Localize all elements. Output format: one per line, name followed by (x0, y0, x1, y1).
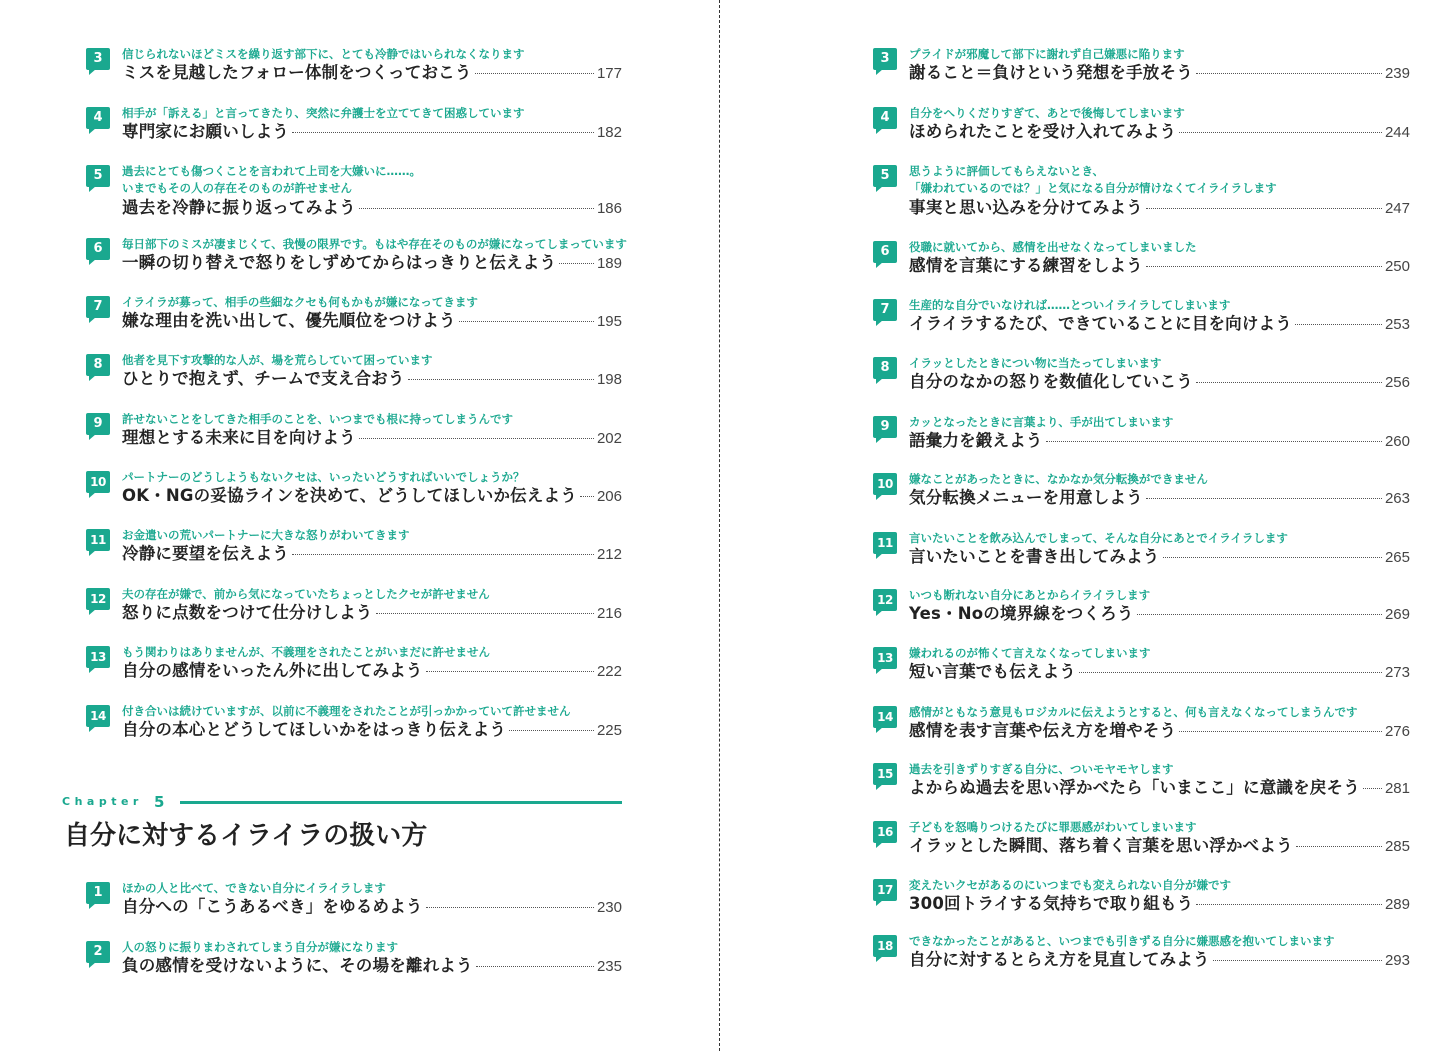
entry-question: 感情がともなう意見もロジカルに伝えようとすると、何も言えなくなってしまうんです (909, 705, 1358, 719)
entry-title: ほめられたことを受け入れてみよう (909, 122, 1177, 141)
item-number-badge: 17 (873, 879, 897, 901)
toc-entry[interactable] (873, 935, 1410, 983)
page-number: 182 (596, 124, 622, 141)
entry-title: OK・NGの妥協ラインを決めて、どうしてほしいか伝えよう (122, 486, 577, 505)
entry-question: 役職に就いてから、感情を出せなくなってしまいました (909, 240, 1197, 254)
dot-leader (580, 495, 594, 497)
entry-question: 嫌なことがあったときに、なかなか気分転換ができません (909, 472, 1208, 486)
toc-entry[interactable] (86, 588, 622, 636)
dot-leader (1163, 556, 1382, 558)
entry-question: 他者を見下す攻撃的な人が、場を荒らしていて困っています (122, 353, 433, 367)
item-number-badge: 3 (86, 48, 110, 70)
item-number-badge: 11 (86, 529, 110, 551)
toc-entry[interactable] (873, 299, 1410, 347)
entry-question: 信じられないほどミスを繰り返す部下に、とても冷静ではいられなくなります (122, 47, 525, 61)
entry-title: 嫌な理由を洗い出して、優先順位をつけよう (122, 311, 456, 330)
entry-question: 「嫌われているのでは？」と気になる自分が情けなくてイライラします (909, 181, 1277, 195)
page-number: 225 (596, 722, 622, 739)
entry-title: 語彙力を鍛えよう (909, 431, 1043, 450)
dot-leader (1046, 440, 1382, 442)
page-number: 195 (596, 313, 622, 330)
entry-title: 言いたいことを書き出してみよう (909, 547, 1160, 566)
page-number: 253 (1384, 316, 1410, 333)
entry-title-line (909, 121, 1410, 144)
entry-title: ミスを見越したフォロー体制をつくっておこう (122, 63, 472, 82)
entry-title-line (909, 62, 1410, 85)
dot-leader (1146, 207, 1382, 209)
chapter-label: Chapter (62, 795, 143, 808)
entry-question: 許せないことをしてきた相手のことを、いつまでも根に持ってしまうんです (122, 412, 513, 426)
entry-title: 怒りに点数をつけて仕分けしよう (122, 603, 373, 622)
item-number-badge: 12 (86, 588, 110, 610)
chapter-rule (180, 801, 622, 804)
dot-leader (359, 437, 594, 439)
dot-leader (1196, 381, 1382, 383)
dot-leader (1137, 613, 1382, 615)
entry-title: 一瞬の切り替えで怒りをしずめてからはっきりと伝えよう (122, 253, 557, 272)
toc-entry[interactable] (86, 296, 622, 344)
item-number-badge: 4 (873, 107, 897, 129)
toc-entry[interactable] (873, 706, 1410, 754)
page-number: 177 (596, 65, 622, 82)
entry-title: 300回トライする気持ちで取り組もう (909, 894, 1194, 913)
item-number-badge: 7 (86, 296, 110, 318)
dot-leader (1196, 72, 1382, 74)
entry-title: イライラするたび、できていることに目を向けよう (909, 314, 1292, 333)
entry-question: 毎日部下のミスが凄まじくて、我慢の限界です。もはや存在そのものが嫌になってしまっています (122, 237, 627, 251)
item-number-badge: 9 (873, 416, 897, 438)
item-number-badge: 2 (86, 941, 110, 963)
entry-title-line (122, 427, 622, 450)
page-number: 244 (1384, 124, 1410, 141)
toc-entry[interactable] (86, 882, 622, 930)
page-number: 216 (596, 605, 622, 622)
item-number-badge: 6 (873, 241, 897, 263)
item-number-badge: 11 (873, 532, 897, 554)
toc-entry[interactable] (873, 416, 1410, 464)
entry-title-line (909, 835, 1410, 858)
page-number: 206 (596, 488, 622, 505)
entry-question: 夫の存在が嫌で、前から気になっていたちょっとしたクセが許せません (122, 587, 490, 601)
entry-question: 言いたいことを飲み込んでしまって、そんな自分にあとでイライラします (909, 531, 1288, 545)
entry-title-line (122, 485, 622, 508)
entry-title: 自分への「こうあるべき」をゆるめよう (122, 897, 423, 916)
entry-question: 相手が「訴える」と言ってきたり、突然に弁護士を立ててきて困惑しています (122, 106, 525, 120)
dot-leader (559, 262, 594, 264)
dot-leader (475, 72, 594, 74)
dot-leader (426, 670, 594, 672)
entry-question: ほかの人と比べて、できない自分にイライラします (122, 881, 386, 895)
entry-title-line (122, 310, 622, 333)
entry-title: 短い言葉でも伝えよう (909, 662, 1076, 681)
item-number-badge: 10 (873, 473, 897, 495)
toc-entry[interactable] (86, 413, 622, 461)
page-number: 256 (1384, 374, 1410, 391)
item-number-badge: 8 (86, 354, 110, 376)
entry-title-line (909, 603, 1410, 626)
item-number-badge: 14 (86, 705, 110, 727)
entry-question: できなかったことがあると、いつまでも引きずる自分に嫌悪感を抱いてしまいます (909, 934, 1335, 948)
dot-leader (476, 965, 594, 967)
page-number: 247 (1384, 200, 1410, 217)
entry-title: 専門家にお願いしよう (122, 122, 289, 141)
page-number: 250 (1384, 258, 1410, 275)
page-number: 285 (1384, 838, 1410, 855)
entry-title-line (909, 487, 1410, 510)
entry-title: Yes・Noの境界線をつくろう (909, 604, 1134, 623)
entry-title-line (909, 949, 1410, 972)
item-number-badge: 7 (873, 299, 897, 321)
entry-title: 冷静に要望を伝えよう (122, 544, 289, 563)
entry-title-line (122, 896, 622, 919)
item-number-badge: 15 (873, 763, 897, 785)
toc-entry[interactable] (86, 646, 622, 694)
page-number: 265 (1384, 549, 1410, 566)
page-number: 198 (596, 371, 622, 388)
entry-question: 自分をへりくだりすぎて、あとで後悔してしまいます (909, 106, 1185, 120)
entry-title-line (909, 661, 1410, 684)
right-page (721, 0, 1440, 1051)
entry-title-line (122, 197, 622, 220)
entry-title-line (909, 893, 1410, 916)
entry-title: よからぬ過去を思い浮かべたら「いまここ」に意識を戻そう (909, 778, 1360, 797)
entry-title: 気分転換メニューを用意しよう (909, 488, 1143, 507)
chapter-heading-bar (62, 792, 622, 812)
toc-entry[interactable] (873, 107, 1410, 155)
dot-leader (376, 612, 594, 614)
item-number-badge: 9 (86, 413, 110, 435)
toc-entry[interactable] (86, 529, 622, 577)
entry-question: パートナーのどうしようもないクセは、いったいどうすればいいでしょうか？ (122, 470, 525, 484)
dot-leader (1179, 131, 1382, 133)
entry-title: 過去を冷静に振り返ってみよう (122, 198, 356, 217)
toc-entry[interactable] (86, 941, 622, 989)
page-number: 239 (1384, 65, 1410, 82)
toc-entry[interactable] (86, 471, 622, 519)
page-number: 269 (1384, 606, 1410, 623)
dot-leader (1179, 730, 1382, 732)
entry-title-line (909, 371, 1410, 394)
entry-title-line (122, 602, 622, 625)
entry-title-line (122, 660, 622, 683)
entry-question: 子どもを怒鳴りつけるたびに罪悪感がわいてしまいます (909, 820, 1197, 834)
item-number-badge: 12 (873, 589, 897, 611)
entry-title-line (909, 255, 1410, 278)
entry-question: プライドが邪魔して部下に謝れず自己嫌悪に陥ります (909, 47, 1185, 61)
dot-leader (1296, 845, 1382, 847)
item-number-badge: 13 (86, 646, 110, 668)
chapter-title: 自分に対するイライラの扱い方 (64, 821, 428, 851)
entry-title: 理想とする未来に目を向けよう (122, 428, 356, 447)
item-number-badge: 13 (873, 647, 897, 669)
dot-leader (459, 320, 594, 322)
item-number-badge: 4 (86, 107, 110, 129)
dot-leader (1363, 787, 1382, 789)
item-number-badge: 6 (86, 238, 110, 260)
toc-entry[interactable] (873, 164, 1410, 217)
dot-leader (1146, 497, 1382, 499)
entry-title: 自分の本心とどうしてほしいかをはっきり伝えよう (122, 720, 507, 739)
dot-leader (1196, 903, 1382, 905)
dot-leader (359, 207, 594, 209)
entry-title-line (909, 546, 1410, 569)
item-number-badge: 5 (86, 165, 110, 187)
toc-entry[interactable] (873, 357, 1410, 405)
entry-title: 謝ること＝負けという発想を手放そう (909, 63, 1193, 82)
item-number-badge: 16 (873, 821, 897, 843)
item-number-badge: 5 (873, 165, 897, 187)
entry-question: 変えたいクセがあるのにいつまでも変えられない自分が嫌です (909, 878, 1231, 892)
page-number: 260 (1384, 433, 1410, 450)
entry-title-line (909, 197, 1410, 220)
page-number: 222 (596, 663, 622, 680)
entry-title: イラッとした瞬間、落ち着く言葉を思い浮かべよう (909, 836, 1293, 855)
entry-question: 付き合いは続けていますが、以前に不義理をされたことが引っかかっていて許せません (122, 704, 571, 718)
dot-leader (292, 131, 594, 133)
toc-entry[interactable] (86, 705, 622, 753)
page-number: 289 (1384, 896, 1410, 913)
entry-question: イライラが募って、相手の些細なクセも何もかもが嫌になってきます (122, 295, 478, 309)
toc-entry[interactable] (873, 589, 1410, 637)
left-page (0, 0, 719, 1051)
entry-question: いつも断れない自分にあとからイライラします (909, 588, 1151, 602)
dot-leader (1213, 959, 1382, 961)
item-number-badge: 8 (873, 357, 897, 379)
page-number: 273 (1384, 664, 1410, 681)
toc-entry[interactable] (86, 48, 622, 96)
item-number-badge: 14 (873, 706, 897, 728)
item-number-badge: 18 (873, 935, 897, 957)
page-gutter-divider (719, 0, 720, 1051)
toc-entry[interactable] (86, 237, 627, 286)
page-number: 189 (596, 255, 622, 272)
dot-leader (408, 378, 594, 380)
toc-entry[interactable] (86, 107, 622, 155)
entry-question: 嫌われるのが怖くて言えなくなってしまいます (909, 646, 1151, 660)
page-number: 293 (1384, 952, 1410, 969)
item-number-badge: 1 (86, 882, 110, 904)
entry-title: 自分に対するとらえ方を見直してみよう (909, 950, 1210, 969)
dot-leader (1295, 323, 1382, 325)
entry-title-line (122, 252, 622, 275)
entry-title-line (909, 720, 1410, 743)
item-number-badge: 10 (86, 471, 110, 493)
entry-title-line (122, 719, 622, 742)
entry-title: 自分の感情をいったん外に出してみよう (122, 661, 423, 680)
entry-title-line (122, 368, 622, 391)
dot-leader (509, 729, 594, 731)
page-number: 186 (596, 200, 622, 217)
entry-title-line (122, 121, 622, 144)
entry-title: 感情を言葉にする練習をしよう (909, 256, 1143, 275)
entry-question: 人の怒りに振りまわされてしまう自分が嫌になります (122, 940, 398, 954)
entry-question: いまでもその人の存在そのものが許せません (122, 181, 352, 195)
toc-entry[interactable] (873, 821, 1410, 869)
toc-entry[interactable] (873, 48, 1410, 96)
page-number: 281 (1384, 780, 1410, 797)
entry-title: 感情を表す言葉や伝え方を増やそう (909, 721, 1177, 740)
page-number: 235 (596, 958, 622, 975)
toc-entry[interactable] (873, 763, 1410, 811)
entry-title: 負の感情を受けないように、その場を離れよう (122, 956, 473, 975)
dot-leader (1079, 671, 1382, 673)
entry-question: お金遣いの荒いパートナーに大きな怒りがわいてきます (122, 528, 410, 542)
page-number: 212 (596, 546, 622, 563)
item-number-badge: 3 (873, 48, 897, 70)
entry-title-line (909, 313, 1410, 336)
entry-title: 事実と思い込みを分けてみよう (909, 198, 1143, 217)
entry-question: 思うように評価してもらえないとき、 (909, 164, 1105, 178)
entry-title: ひとりで抱えず、チームで支え合おう (122, 369, 405, 388)
entry-question: 過去にとても傷つくことを言われて上司を大嫌いに……。 (122, 164, 421, 178)
toc-entry[interactable] (873, 879, 1410, 927)
entry-title-line (909, 777, 1410, 800)
entry-question: カッとなったときに言葉より、手が出てしまいます (909, 415, 1174, 429)
toc-entry[interactable] (873, 647, 1410, 695)
entry-title-line (122, 543, 622, 566)
toc-entry[interactable] (873, 532, 1410, 580)
dot-leader (292, 553, 594, 555)
entry-question: 過去を引きずりすぎる自分に、ついモヤモヤします (909, 762, 1174, 776)
page-number: 263 (1384, 490, 1410, 507)
entry-question: もう関わりはありませんが、不義理をされたことがいまだに許せません (122, 645, 490, 659)
entry-title: 自分のなかの怒りを数値化していこう (909, 372, 1193, 391)
entry-title-line (122, 955, 622, 978)
page-number: 230 (596, 899, 622, 916)
entry-question: イラッとしたときについ物に当たってしまいます (909, 356, 1162, 370)
entry-question: 生産的な自分でいなければ……とついイライラしてしまいます (909, 298, 1231, 312)
page-number: 202 (596, 430, 622, 447)
dot-leader (1146, 265, 1382, 267)
entry-title-line (122, 62, 622, 85)
page-number: 276 (1384, 723, 1410, 740)
chapter-number: 5 (154, 793, 165, 811)
toc-entry[interactable] (86, 354, 622, 402)
toc-entry[interactable] (86, 164, 622, 217)
entry-title-line (909, 430, 1410, 453)
dot-leader (426, 906, 594, 908)
toc-entry[interactable] (873, 241, 1410, 289)
toc-entry[interactable] (873, 473, 1410, 521)
